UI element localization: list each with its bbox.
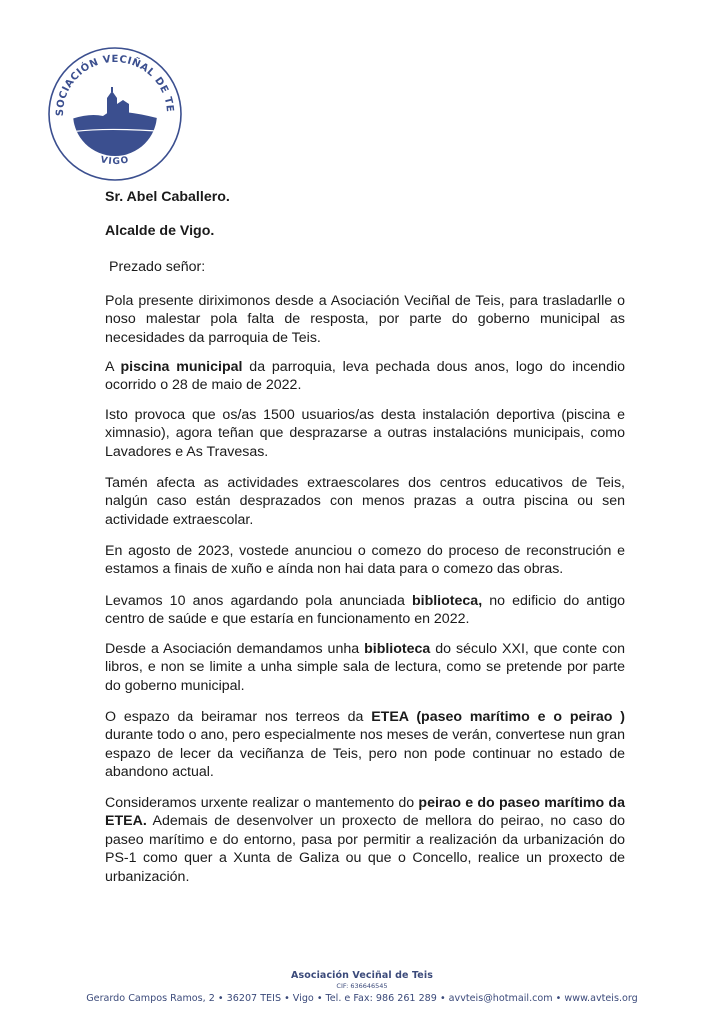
paragraph-text: O espazo da beiramar nos terreos da [105,709,372,725]
letter-paragraph-8 [105,708,625,782]
letter-paragraph-2 [105,358,625,395]
paragraph-text: En agosto de 2023, vostede anunciou o comezo do proceso de reconstrución e estamos a finais de xuño e aínda non hai data para o comezo das obras. [105,543,625,578]
emphasized-text: biblioteca, [411,593,483,609]
paragraph-text: Isto provoca que os/as 1500 usuarios/as desta instalación deportiva (piscina e ximnasio), agora teñan que desprazarse a outras instalacións municipais, como Lavadores e As Travesas. [105,407,625,460]
footer-address: Gerardo Campos Ramos, 2 • 36207 TEIS • Vigo • Tel. e Fax: 986 261 289 • avvteis@hotmail.com • www.avteis.org [86,993,638,1004]
paragraph-text: Levamos 10 anos agardando pola anunciada [105,593,412,609]
logo-bottom-text: VIGO [99,155,131,168]
paragraph-text: Tamén afecta as actividades extraescolares dos centros educativos de Teis, nalgún caso están desprazados con menos prazas a outra piscina ou sen actividade extraescolar. [105,475,625,528]
logo-ring-text: SOCIACIÓN VECIÑAL DE TE [54,53,176,117]
letter-paragraph-4 [105,474,625,529]
letter-paragraph-7 [105,640,625,695]
letter-paragraph-6 [105,592,625,629]
paragraph-text: durante todo o ano, pero especialmente nos meses de verán, convertese nun gran espazo de lecer da veciñanza de Teis, pero non pode continuar no estado de abandono actual. [105,727,625,781]
letter-paragraph-9 [105,794,625,886]
letter-recipient: Sr. Abel Caballero. [105,189,230,205]
letter-paragraph-3 [105,406,625,461]
paragraph-text: do século XXI, que conte con libros, e non se limite a unha simple sala de lectura, como se pretende por parte do goberno municipal. [105,641,625,694]
letter-footer [0,970,724,1004]
paragraph-text: Pola presente diriximonos desde a Asociación Veciñal de Teis, para trasladarlle o noso malestar pola falta de resposta, por parte do goberno municipal as necesidades da parroquia de Teis. [105,293,625,346]
letter-paragraph-1 [105,292,625,347]
association-logo [45,42,185,182]
emphasized-text: piscina municipal [120,359,243,375]
paragraph-text: Consideramos urxente realizar o mantemento do [105,795,419,811]
emphasized-text: peirao e do paseo marítimo da ETEA. [105,795,625,830]
letter-recipient-title: Alcalde de Vigo. [105,223,215,239]
emphasized-text: biblioteca [364,641,431,657]
paragraph-text: no edificio do antigo centro de saúde e que estaría en funcionamento en 2022. [105,593,625,628]
paragraph-text: Ademais de desenvolver un proxecto de mellora do peirao, no caso do paseo marítimo e do entorno, pasa por permitir a realización da urbanización do PS-1 como quer a Xunta de Galiza ou que o Concello, realice un proxecto de urbanización. [105,813,625,885]
paragraph-text: da parroquia, leva pechada dous anos, logo do incendio ocorrido o 28 de maio de 2022. [105,359,626,394]
paragraph-text: Desde a Asociación demandamos unha [105,641,365,657]
emphasized-text: ETEA (paseo marítimo e o peirao ) [371,709,625,725]
logo-emblem-icon [45,42,185,182]
letter-greeting: Prezado señor: [109,259,206,275]
letter-paragraph-5 [105,542,625,579]
footer-organization: Asociación Veciñal de Teis [291,970,433,981]
footer-cif: CIF: 636646545 [336,982,388,990]
paragraph-text: A [105,359,121,375]
